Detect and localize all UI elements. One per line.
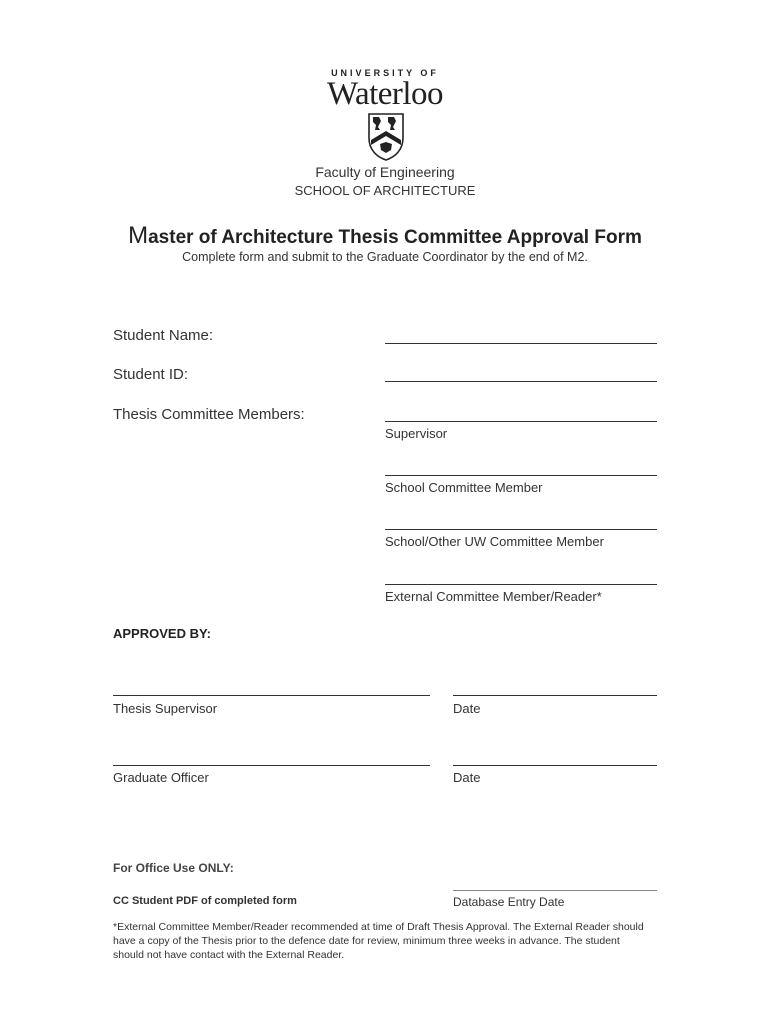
graduate-officer-caption: Graduate Officer — [113, 770, 209, 785]
officer-date-caption: Date — [453, 770, 481, 785]
external-reader-caption: External Committee Member/Reader* — [385, 589, 602, 604]
database-entry-date-field[interactable] — [453, 890, 657, 891]
form-title-rest: aster of Architecture Thesis Committee Approval Form — [148, 227, 642, 248]
supervisor-date-field[interactable] — [453, 695, 657, 696]
supervisor-field[interactable] — [385, 421, 657, 422]
form-title — [0, 222, 770, 250]
thesis-supervisor-caption: Thesis Supervisor — [113, 701, 218, 716]
other-uw-committee-member-caption: School/Other UW Committee Member — [385, 534, 604, 549]
student-id-field[interactable] — [385, 381, 657, 382]
form-subtitle: Complete form and submit to the Graduate Coordinator by the end of M2. — [182, 250, 588, 264]
thesis-supervisor-signature-field[interactable] — [113, 695, 430, 696]
school-committee-member-field[interactable] — [385, 475, 657, 476]
school-committee-member-caption: School Committee Member — [385, 480, 543, 495]
approved-by-heading: APPROVED BY: — [113, 626, 211, 641]
cc-student-pdf-text: CC Student PDF of completed form — [113, 895, 297, 907]
university-of-text: UNIVERSITY OF — [331, 68, 439, 78]
student-id-label: Student ID: — [113, 366, 189, 383]
supervisor-date-caption: Date — [453, 701, 481, 716]
other-uw-committee-member-field[interactable] — [385, 529, 657, 530]
school-name: SCHOOL OF ARCHITECTURE — [294, 183, 476, 198]
student-name-label: Student Name: — [113, 327, 214, 344]
university-logo-wordmark: Waterloo — [326, 76, 444, 112]
office-use-heading: For Office Use ONLY: — [113, 861, 234, 875]
form-title-initial: M — [128, 222, 149, 249]
external-reader-field[interactable] — [385, 584, 657, 585]
crest-icon — [367, 112, 405, 162]
committee-members-label: Thesis Committee Members: — [113, 406, 305, 423]
external-reader-footnote: *External Committee Member/Reader recommended at time of Draft Thesis Approval. The External Reader should have a copy of the Thesis prior to the defence date for review, minimum three weeks in advance. The student should not have contact with the External Reader. — [113, 921, 644, 961]
student-name-field[interactable] — [385, 343, 657, 344]
faculty-name: Faculty of Engineering — [315, 164, 455, 180]
supervisor-caption: Supervisor — [385, 426, 448, 441]
graduate-officer-signature-field[interactable] — [113, 765, 430, 766]
officer-date-field[interactable] — [453, 765, 657, 766]
database-entry-date-caption: Database Entry Date — [453, 895, 565, 909]
